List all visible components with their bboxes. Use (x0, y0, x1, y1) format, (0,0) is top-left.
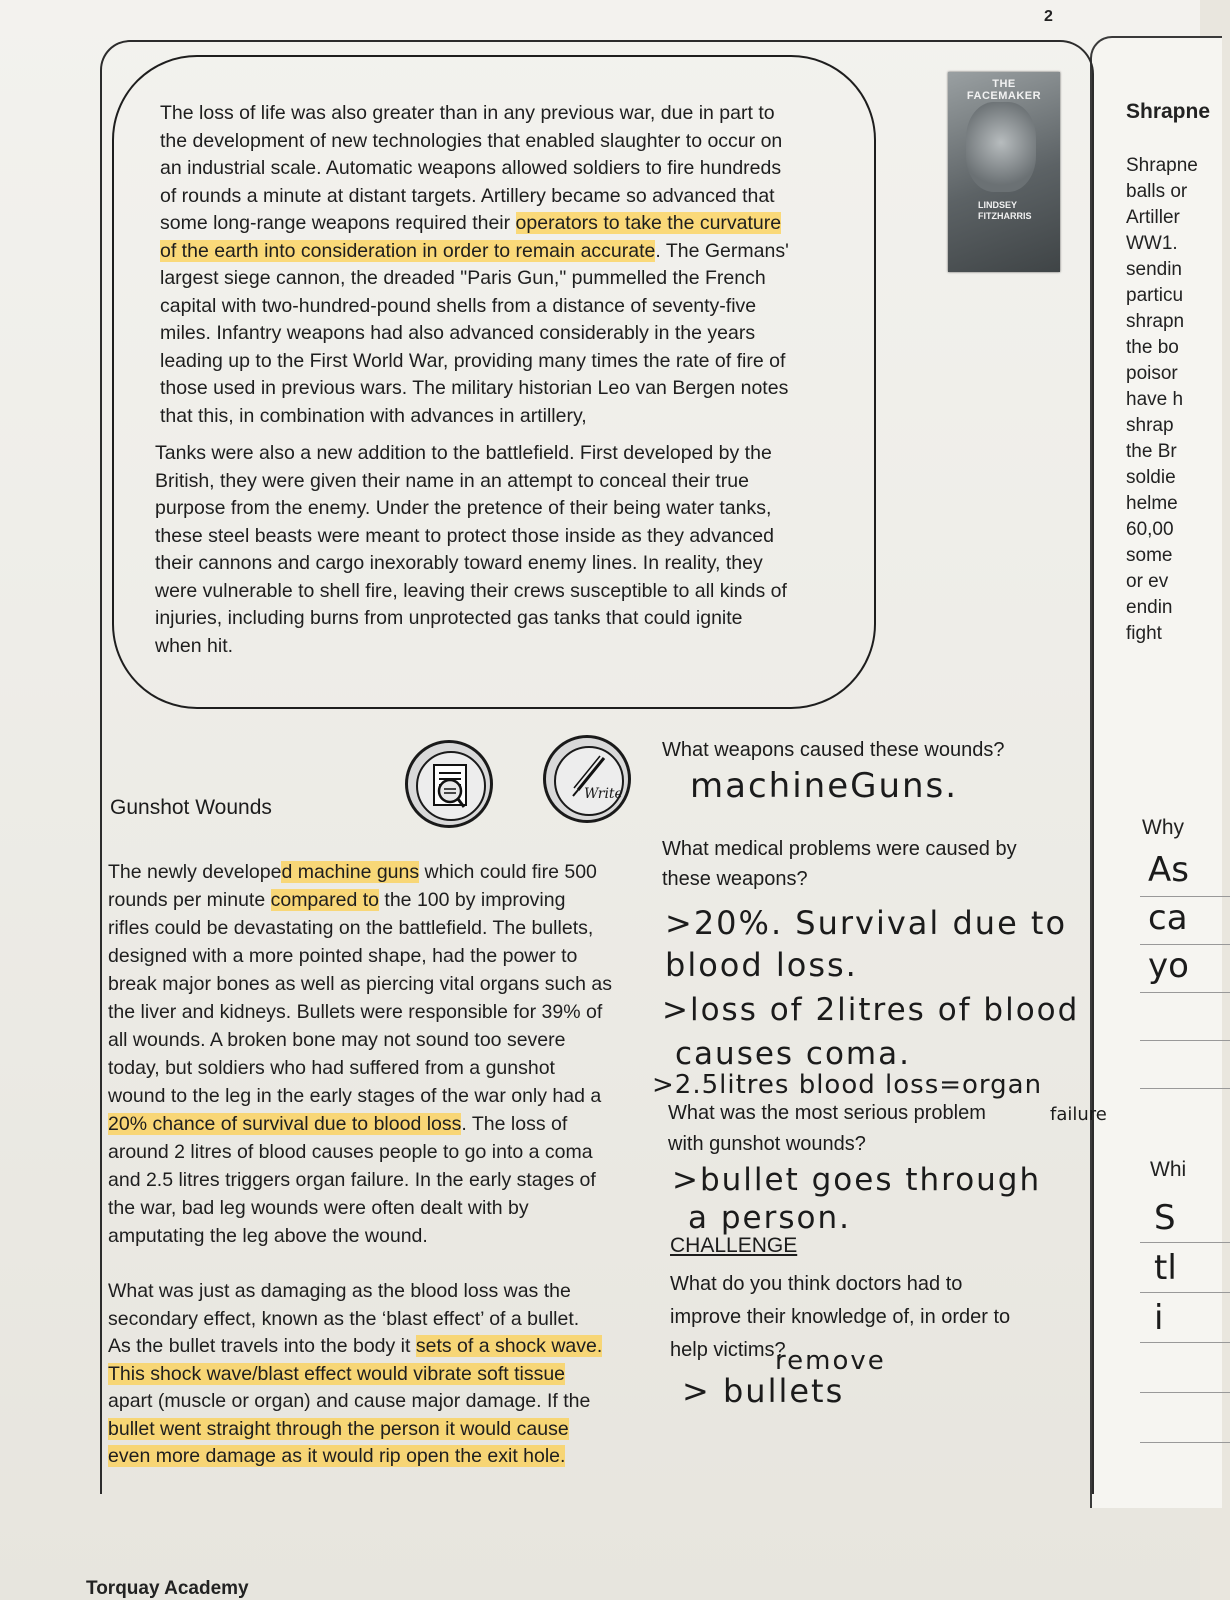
text-line: all wounds. A broken bone may not sound too severe (108, 1029, 566, 1051)
pen-icon (556, 748, 622, 814)
text-span: . The loss of (461, 1113, 568, 1135)
answer-line-6[interactable]: failure (1050, 1104, 1107, 1125)
answer-weapons[interactable]: machineGuns. (690, 766, 959, 806)
text-line (108, 1361, 602, 1389)
text-line: largest siege cannon, the dreaded "Paris Gun," pummelled the French (160, 267, 766, 289)
text-span: . The Germans' (655, 239, 789, 262)
write-label: Write (584, 786, 623, 802)
text-line: Tanks were also a new addition to the battlefield. First developed by the (155, 442, 772, 464)
answer-line (1140, 1442, 1230, 1443)
highlighted-text: compared to (270, 889, 379, 911)
answer-serious-1[interactable]: >bullet goes through (672, 1162, 1042, 1198)
highlighted-text: This shock wave/blast effect would vibrate soft tissue (108, 1362, 566, 1385)
tanks-paragraph (155, 440, 787, 660)
text-line (108, 1333, 602, 1361)
challenge-answer[interactable]: > bullets (682, 1372, 845, 1410)
soldier-portrait (966, 102, 1036, 192)
text-line (108, 858, 612, 886)
text-line: when hit. (155, 634, 234, 657)
text-line: rifles could be devastating on the battlefield. The bullets, (108, 917, 594, 939)
facing-line: some (1126, 545, 1173, 566)
facing-line: the Br (1126, 441, 1177, 462)
question-line: these weapons? (662, 868, 808, 890)
text-line: British, they were given their name in an attempt to conceal their true (155, 469, 749, 492)
intro-paragraph (160, 100, 789, 430)
answer-line (1140, 1292, 1230, 1293)
answer-line (1140, 1342, 1230, 1343)
answer-line (1140, 1392, 1230, 1393)
facing-line: shrapn (1126, 311, 1185, 332)
text-line: the war, bad leg wounds were often dealt with by (108, 1197, 529, 1219)
question-line: What was the most serious problem (668, 1102, 986, 1124)
text-line: leading up to the First World War, providing many times the rate of fire of (160, 349, 786, 372)
text-line (160, 238, 789, 266)
text-line (108, 886, 612, 914)
text-span: the 100 by improving (379, 889, 566, 911)
facing-line: poisor (1126, 363, 1178, 384)
text-line: today, but soldiers who had suffered from a gunshot (108, 1057, 555, 1079)
text-line: What was just as damaging as the blood loss was the (108, 1280, 571, 1302)
text-line: The loss of life was also greater than in any previous war, due in part to (160, 102, 775, 124)
text-line: around 2 litres of blood causes people to go into a coma (108, 1141, 593, 1163)
facing-line: shrap (1126, 415, 1174, 436)
facing-line: Artiller (1126, 207, 1180, 228)
highlighted-text: 20% chance of survival due to blood loss (108, 1113, 462, 1135)
section-heading: Gunshot Wounds (110, 796, 272, 819)
question-line: help victims? (670, 1339, 786, 1361)
text-line: break major bones as well as piercing vital organs such as (108, 973, 613, 995)
facing-handwriting: As (1148, 850, 1189, 890)
text-line (108, 1443, 602, 1471)
text-span: As the bullet travels into the body it (108, 1335, 416, 1357)
highlighted-text: even more damage as it would rip open the exit hole. (108, 1445, 566, 1467)
question-line: improve their knowledge of, in order to (670, 1306, 1011, 1328)
facing-line: balls or (1126, 181, 1188, 202)
facing-line: the bo (1126, 337, 1179, 358)
highlighted-text: operators to take the curvature (515, 212, 782, 234)
answer-line-5[interactable]: >2.5litres blood loss=organ (652, 1070, 1043, 1100)
text-line: the development of new technologies that enabled slaughter to occur on (160, 129, 783, 152)
document-magnifier-icon (418, 753, 484, 819)
question-line: What do you think doctors had to (670, 1273, 963, 1295)
facing-line: sendin (1126, 259, 1182, 280)
facing-handwriting: S (1154, 1198, 1176, 1238)
text-line: purpose from the enemy. Under the pretence of their being water tanks, (155, 497, 772, 519)
facing-line: helme (1126, 493, 1178, 514)
answer-line-1[interactable]: >20%. Survival due to (665, 904, 1068, 942)
text-span: rounds per minute (108, 889, 271, 911)
highlighted-text: d machine guns (281, 861, 420, 883)
challenge-answer-insert[interactable]: remove (775, 1346, 886, 1376)
text-line: their cannons and cargo inexorably toward enemy lines. In reality, they (155, 552, 763, 574)
book-title: THE FACEMAKER (966, 78, 1042, 102)
text-line: designed with a more pointed shape, had the power to (108, 945, 578, 967)
facing-line: particu (1126, 285, 1184, 306)
question-line: What medical problems were caused by (662, 838, 1017, 860)
facing-line: endin (1126, 597, 1173, 618)
facing-line: WW1. (1126, 233, 1178, 254)
facing-page (1090, 36, 1222, 1508)
answer-line (1140, 1088, 1230, 1089)
text-line: of rounds a minute at distant targets. Artillery became so advanced that (160, 184, 775, 207)
facing-handwriting: yo (1148, 946, 1189, 986)
answer-line (1140, 944, 1230, 945)
question-serious-problem (668, 1098, 986, 1160)
text-line: wound to the leg in the early stages of the war only had a (108, 1085, 602, 1107)
challenge-heading: CHALLENGE (670, 1234, 798, 1257)
answer-serious-2[interactable]: a person. (688, 1200, 851, 1236)
facing-handwriting: ca (1148, 898, 1188, 938)
text-line: capital with two-hundred-pound shells from a distance of seventy-five (160, 294, 757, 317)
text-line: that this, in combination with advances in artillery, (160, 404, 587, 427)
facing-line: 60,00 (1126, 519, 1174, 540)
read-icon (405, 740, 493, 828)
book-cover-image (948, 72, 1060, 272)
facing-question-why: Why (1142, 816, 1184, 839)
text-line (108, 1416, 602, 1444)
text-line: miles. Infantry weapons had also advanced considerably in the years (160, 322, 756, 344)
read-icon-inner (416, 751, 486, 821)
facing-line: have h (1126, 389, 1184, 410)
blast-paragraph (108, 1278, 602, 1471)
text-line: injuries, including burns from unprotected gas tanks that could ignite (155, 607, 743, 629)
facing-handwriting: tl (1154, 1248, 1177, 1288)
facing-page-text (1126, 153, 1198, 647)
text-line: secondary effect, known as the ‘blast effect’ of a bullet. (108, 1307, 580, 1330)
facing-line: Shrapne (1126, 155, 1198, 176)
facing-line: fight (1126, 623, 1162, 644)
facing-question-which: Whi (1150, 1158, 1187, 1181)
gunshot-paragraph (108, 858, 612, 1250)
facing-page-title: Shrapne (1126, 100, 1211, 123)
page-number: 2 (1044, 8, 1053, 25)
answer-line (1140, 1242, 1230, 1243)
facing-handwriting: i (1154, 1298, 1164, 1338)
text-line: apart (muscle or organ) and cause major damage. If the (108, 1390, 591, 1412)
facing-line: soldie (1126, 467, 1176, 488)
text-line: and 2.5 litres triggers organ failure. In the early stages of (108, 1169, 596, 1191)
text-span: which could fire 500 (419, 861, 597, 883)
text-line: an industrial scale. Automatic weapons allowed soldiers to fire hundreds (160, 157, 782, 179)
answer-line-4[interactable]: causes coma. (675, 1036, 911, 1072)
text-line: were vulnerable to shell fire, leaving their crews susceptible to all kinds of (155, 579, 787, 602)
answer-line-3[interactable]: >loss of 2litres of blood (662, 992, 1080, 1028)
text-line: these steel beasts were meant to protect those inside as they advanced (155, 524, 774, 547)
text-line (160, 210, 789, 238)
text-line: those used in previous wars. The military historian Leo van Bergen notes (160, 377, 789, 399)
question-weapons: What weapons caused these wounds? (662, 739, 1005, 761)
facing-line: or ev (1126, 571, 1169, 592)
write-icon (543, 735, 631, 823)
question-line: with gunshot wounds? (668, 1133, 866, 1155)
answer-line-2[interactable]: blood loss. (665, 946, 858, 984)
write-icon-inner (554, 746, 624, 816)
highlighted-text: sets of a shock wave. (415, 1335, 603, 1357)
highlighted-text: of the earth into consideration in order to remain accurate (160, 239, 656, 262)
text-line (108, 1110, 612, 1138)
answer-line (1140, 992, 1230, 993)
text-span: The newly develope (108, 861, 282, 883)
text-line: amputating the leg above the wound. (108, 1225, 428, 1247)
answer-line (1140, 896, 1230, 897)
question-medical-problems (662, 834, 1017, 894)
book-author: LINDSEY FITZHARRIS (978, 200, 1032, 221)
answer-line (1140, 1040, 1230, 1041)
highlighted-text: bullet went straight through the person it would cause (108, 1417, 569, 1440)
footer-school-name: Torquay Academy (86, 1578, 249, 1599)
text-span: some long-range weapons required their (160, 212, 516, 234)
text-line: the liver and kidneys. Bullets were responsible for 39% of (108, 1001, 603, 1023)
